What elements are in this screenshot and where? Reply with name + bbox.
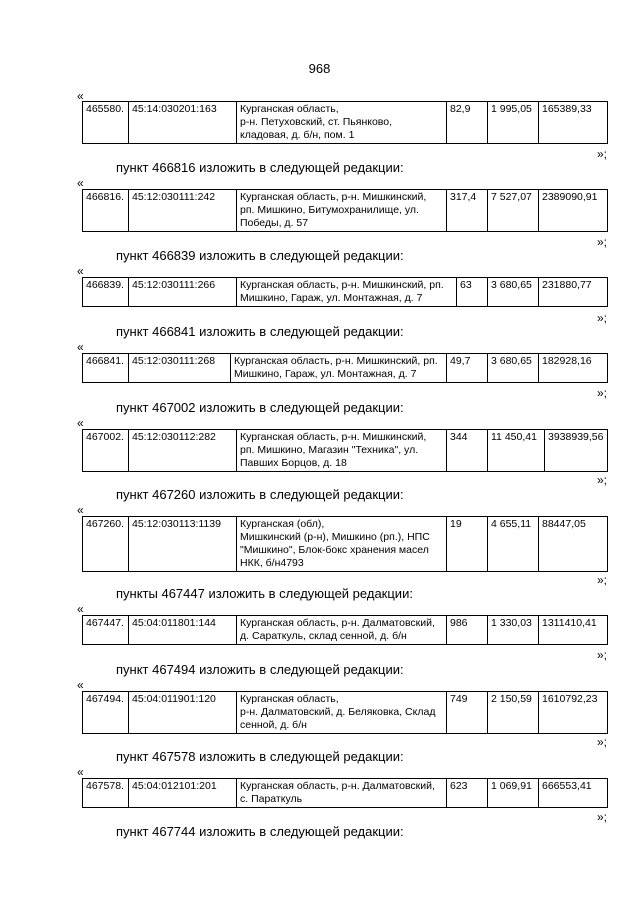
address-line: Курганская область, р-н. Мишкинский, [240, 191, 427, 203]
record-table [82, 778, 608, 808]
table-row [83, 278, 608, 307]
cadastral-number: 45:12:030111:266 [129, 278, 237, 307]
address [237, 102, 447, 144]
record-table [82, 429, 608, 472]
cadastral-value: 2389090,91 [539, 190, 608, 232]
cadastral-value: 666553,41 [539, 779, 608, 808]
amendment-text: пункт 467578 изложить в следующей редакции: [116, 749, 404, 764]
address-line: рп. Мишкино, Битумохранилище, ул. [240, 204, 419, 216]
close-quote: »; [597, 235, 608, 249]
close-quote: »; [597, 311, 608, 325]
close-quote: »; [597, 473, 608, 487]
address-line: с. Параткуль [240, 793, 303, 805]
table-row [83, 102, 608, 144]
rate: 1 069,91 [488, 779, 539, 808]
close-quote: »; [597, 735, 608, 749]
address-line: Победы, д. 57 [240, 217, 309, 229]
cadastral-number: 45:12:030113:1139 [129, 517, 237, 572]
address-line: р-н. Далматовский, д. Беляковка, Склад [240, 706, 436, 718]
cadastral-number: 45:12:030112:282 [129, 430, 237, 472]
table-row [83, 354, 608, 383]
area: 344 [447, 430, 488, 472]
row-number: 466839. [83, 278, 129, 307]
area: 317,4 [447, 190, 488, 232]
address-line: кладовая, д. б/н, пом. 1 [240, 129, 355, 141]
close-quote: »; [597, 810, 608, 824]
row-number: 467447. [83, 616, 129, 645]
area: 49,7 [447, 354, 488, 383]
amendment-text: пункты 467447 изложить в следующей редакции: [116, 586, 413, 601]
record-table [82, 189, 608, 232]
address [237, 692, 447, 734]
address-line: Мишкино, Гараж, ул. Монтажная, д. 7 [240, 292, 423, 304]
record-table [82, 615, 608, 645]
close-quote: »; [597, 648, 608, 662]
address [237, 517, 447, 572]
open-quote: « [77, 340, 84, 354]
row-number: 465580. [83, 102, 129, 144]
table-row [83, 692, 608, 734]
cadastral-value: 182928,16 [539, 354, 608, 383]
cadastral-value: 1311410,41 [539, 616, 608, 645]
cadastral-number: 45:04:012101:201 [129, 779, 237, 808]
row-number: 467494. [83, 692, 129, 734]
area: 63 [457, 278, 488, 307]
amendment-text: пункт 466839 изложить в следующей редакции: [116, 248, 404, 263]
table-row [83, 616, 608, 645]
open-quote: « [77, 264, 84, 278]
address-line: Курганская область, р-н. Мишкинский, рп. [234, 355, 438, 367]
area: 19 [447, 517, 488, 572]
address [237, 779, 447, 808]
close-quote: »; [597, 147, 608, 161]
rate: 3 680,65 [488, 354, 539, 383]
row-number: 466841. [83, 354, 129, 383]
address [237, 430, 447, 472]
open-quote: « [77, 602, 84, 616]
address-line: Курганская (обл), [240, 518, 325, 530]
cadastral-value: 165389,33 [539, 102, 608, 144]
close-quote: »; [597, 386, 608, 400]
area: 986 [447, 616, 488, 645]
row-number: 467260. [83, 517, 129, 572]
address-line: Павших Борцов, д. 18 [240, 457, 347, 469]
area: 82,9 [447, 102, 488, 144]
address-line: Курганская область, р-н. Далматовский, [240, 617, 435, 629]
rate: 1 995,05 [488, 102, 539, 144]
amendment-text: пункт 466816 изложить в следующей редакции: [116, 160, 404, 175]
open-quote: « [77, 678, 84, 692]
address-line: Курганская область, р-н. Далматовский, [240, 780, 435, 792]
open-quote: « [77, 503, 84, 517]
table-row [83, 779, 608, 808]
cadastral-number: 45:04:011801:144 [129, 616, 237, 645]
rate: 2 150,59 [488, 692, 539, 734]
open-quote: « [77, 416, 84, 430]
record-table [82, 277, 608, 307]
record-table [82, 353, 608, 383]
amendment-text: пункт 467002 изложить в следующей редакции: [116, 400, 404, 415]
cadastral-number: 45:04:011901:120 [129, 692, 237, 734]
address [231, 354, 447, 383]
close-quote: »; [597, 573, 608, 587]
address-line: д. Сараткуль, склад сенной, д. б/н [240, 630, 407, 642]
area: 623 [447, 779, 488, 808]
row-number: 466816. [83, 190, 129, 232]
address-line: Курганская область, [240, 693, 339, 705]
address-line: Курганская область, [240, 103, 339, 115]
row-number: 467578. [83, 779, 129, 808]
open-quote: « [77, 765, 84, 779]
address-line: Мишкинский (р-н), Мишкино (рп.), НПС [240, 531, 430, 543]
amendment-text: пункт 466841 изложить в следующей редакции: [116, 324, 404, 339]
address-line: НКК, б/н4793 [240, 557, 304, 569]
rate: 3 680,65 [488, 278, 539, 307]
open-quote: « [77, 89, 84, 103]
cadastral-value: 3938939,56 [545, 430, 608, 472]
record-table [82, 516, 608, 572]
address-line: Мишкино, Гараж, ул. Монтажная, д. 7 [234, 368, 417, 380]
cadastral-number: 45:14:030201:163 [129, 102, 237, 144]
record-table [82, 691, 608, 734]
record-table [82, 101, 608, 144]
cadastral-value: 231880,77 [539, 278, 608, 307]
cadastral-value: 1610792,23 [539, 692, 608, 734]
address [237, 616, 447, 645]
address-line: р-н. Петуховский, ст. Пьянково, [240, 116, 393, 128]
address [237, 190, 447, 232]
amendment-text: пункт 467260 изложить в следующей редакции: [116, 487, 404, 502]
row-number: 467002. [83, 430, 129, 472]
cadastral-number: 45:12:030111:268 [129, 354, 231, 383]
address-line: рп. Мишкино, Магазин "Техника", ул. [240, 444, 419, 456]
cadastral-value: 88447,05 [539, 517, 608, 572]
cadastral-number: 45:12:030111:242 [129, 190, 237, 232]
page-number: 968 [308, 61, 331, 76]
rate: 1 330,03 [488, 616, 539, 645]
table-row [83, 517, 608, 572]
address-line: Курганская область, р-н. Мишкинский, [240, 431, 427, 443]
area: 749 [447, 692, 488, 734]
address [237, 278, 457, 307]
open-quote: « [77, 176, 84, 190]
address-line: сенной, д. б/н [240, 719, 307, 731]
table-row [83, 190, 608, 232]
address-line: Курганская область, р-н. Мишкинский, рп. [240, 279, 444, 291]
table-row [83, 430, 608, 472]
amendment-text: пункт 467744 изложить в следующей редакции: [116, 824, 404, 839]
address-line: "Мишкино", Блок-бокс хранения масел [240, 544, 429, 556]
rate: 11 450,41 [488, 430, 545, 472]
rate: 4 655,11 [488, 517, 539, 572]
amendment-text: пункт 467494 изложить в следующей редакции: [116, 662, 404, 677]
rate: 7 527,07 [488, 190, 539, 232]
